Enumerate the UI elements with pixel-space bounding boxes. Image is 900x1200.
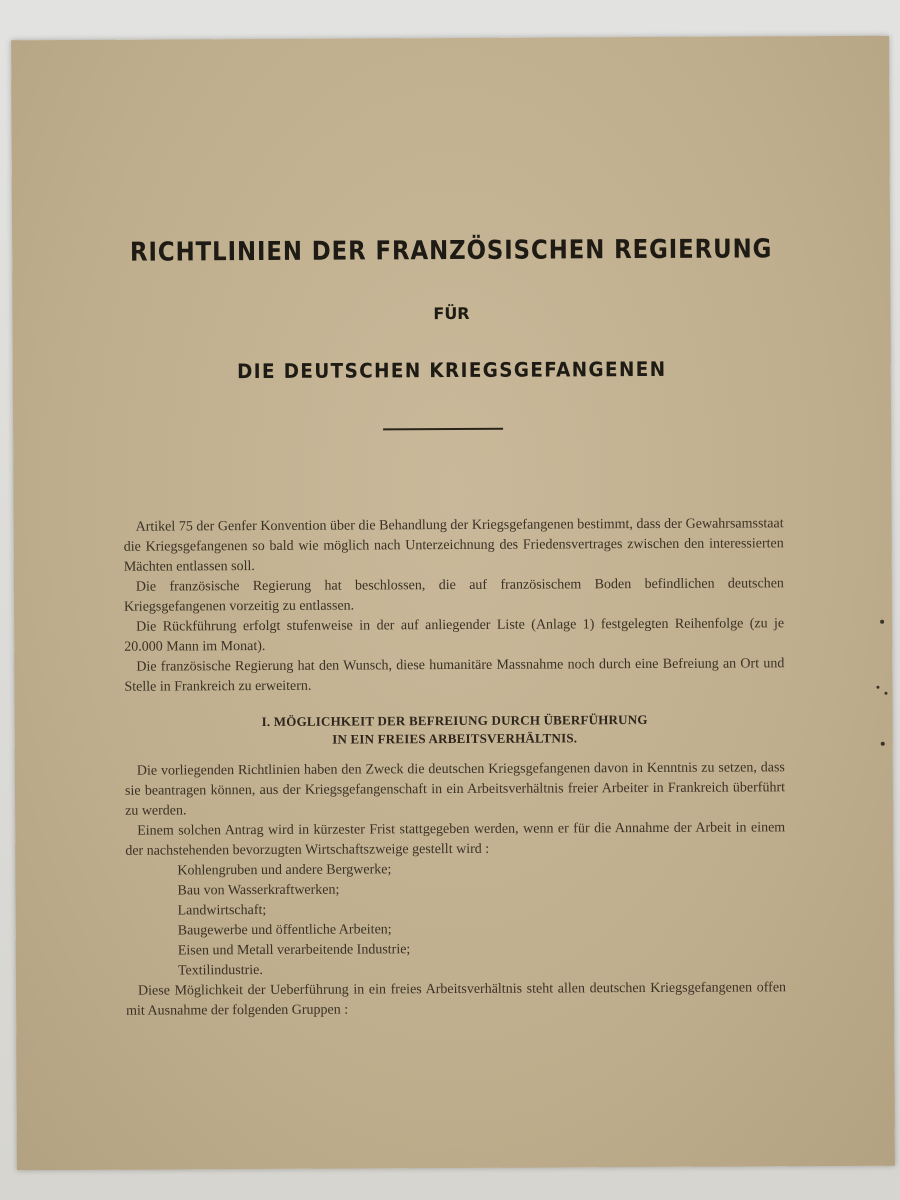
section-heading — [125, 710, 785, 749]
sector-item: Kohlengruben und andere Bergwerke; — [177, 862, 392, 879]
sector-item: Textilindustrie. — [177, 963, 263, 979]
paper-speck — [876, 686, 879, 689]
section-paragraph: Die vorliegenden Richtlinien haben den Zweck die deutschen Kriegsgefangenen davon in Kenntnis zu setzen, dass sie beantragen können, aus der Kriegsgefangenschaft in ein Arbeitsverhältnis freier Arbeiter in Frankreich überführt zu werden. — [124, 760, 786, 819]
document-body — [124, 514, 787, 1021]
section-paragraph: Einem solchen Antrag wird in kürzester Frist stattgegeben werden, wenn er für die Annahme der Arbeit in einem der nachstehenden bevorzugten Wirtschaftszweige gestellt wird : — [125, 820, 786, 859]
section-heading-line: IN EIN FREIES ARBEITSVERHÄLTNIS. — [332, 730, 578, 747]
document-subtitle: DIE DEUTSCHEN KRIEGSGEFANGENEN — [237, 356, 667, 384]
document-page — [11, 36, 895, 1171]
intro-paragraph: Die Rückführung erfolgt stufenweise in der auf anliegender Liste (Anlage 1) festgelegten Reihenfolge (zu je 20.000 Mann im Monat). — [124, 616, 785, 655]
intro-paragraph: Die französische Regierung hat beschlossen, die auf französischem Boden befindlichen deutschen Kriegsgefangenen vorzeitig zu entlassen. — [123, 576, 784, 615]
document-title: RICHTLINIEN DER FRANZÖSISCHEN REGIERUNG — [129, 234, 773, 268]
section-heading-line: I. MÖGLICHKEIT DER BEFREIUNG DURCH ÜBERFÜHRUNG — [261, 711, 648, 730]
sector-item: Eisen und Metall verarbeitende Industrie; — [177, 942, 411, 959]
sector-list — [125, 858, 786, 981]
sector-item: Landwirtschaft; — [177, 902, 267, 919]
intro-paragraph: Artikel 75 der Genfer Konvention über die Behandlung der Kriegsgefangenen bestimmt, dass der Gewahrsamsstaat die Kriegsgefangenen so bald wie möglich nach Unterzeichnung des Friedensvertrages zwischen den interessierten Mächten entlassen soll. — [123, 516, 784, 575]
title-divider — [383, 428, 503, 431]
sector-item: Baugewerbe und öffentliche Arbeiten; — [177, 922, 392, 939]
closing-paragraph: Diese Möglichkeit der Ueberführung in ein freies Arbeitsverhältnis steht allen deutschen Kriegsgefangenen offen mit Ausnahme der folgenden Gruppen : — [126, 980, 787, 1019]
paper-speck — [881, 742, 885, 746]
document-title-connector: FÜR — [433, 303, 470, 324]
sector-item: Bau von Wasserkraftwerken; — [177, 882, 340, 899]
paper-speck — [884, 692, 887, 695]
paper-speck — [880, 620, 884, 624]
intro-paragraph: Die französische Regierung hat den Wunsch, diese humanitäre Massnahme noch durch eine Befreiung an Ort und Stelle in Frankreich zu erweitern. — [124, 656, 785, 695]
